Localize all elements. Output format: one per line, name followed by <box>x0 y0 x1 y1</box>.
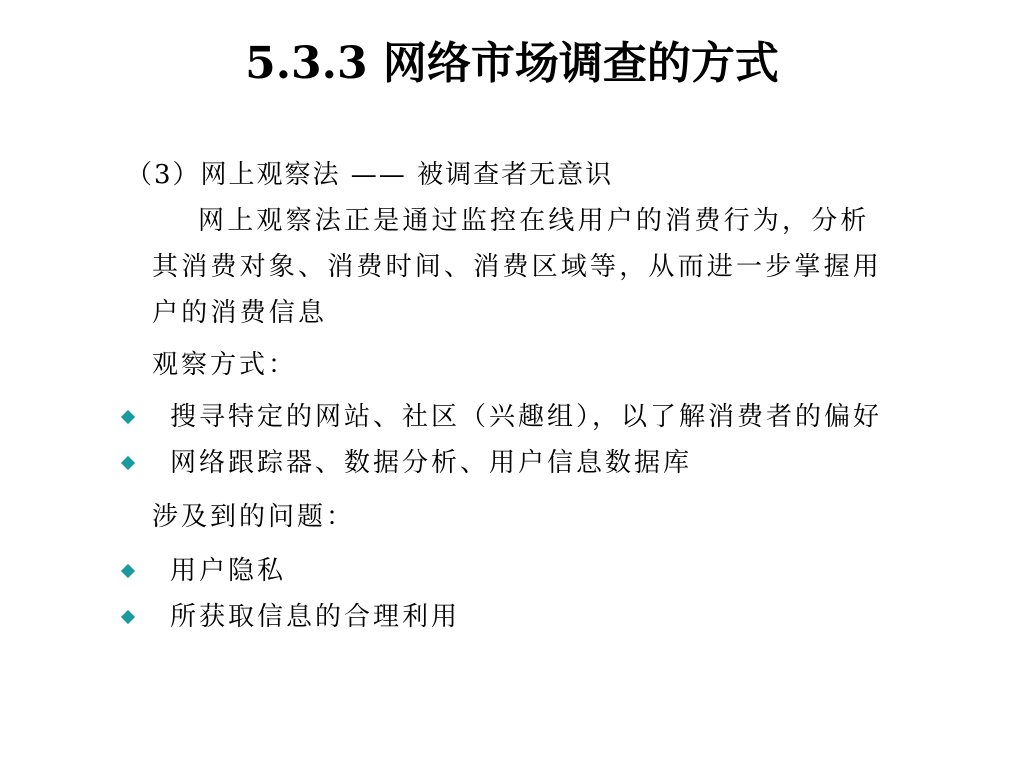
observation-item <box>120 446 692 480</box>
observation-item-text: 网络跟踪器、数据分析、用户信息数据库 <box>170 448 693 478</box>
method-heading: （3）网上观察法 —— 被调查者无意识 <box>126 160 614 190</box>
observation-item <box>120 400 882 434</box>
observation-item-text: 搜寻特定的网站、社区（兴趣组），以了解消费者的偏好 <box>170 402 883 432</box>
issue-item <box>120 554 286 588</box>
issues-label: 涉及到的问题： <box>152 502 356 532</box>
issue-item <box>120 600 460 634</box>
description-line-3: 户的消费信息 <box>152 298 328 328</box>
issue-item-text: 用户隐私 <box>170 556 287 586</box>
observation-label: 观察方式： <box>152 350 298 380</box>
page-title: 5.3.3 网络市场调查的方式 <box>245 38 779 89</box>
diamond-bullet-icon <box>121 610 135 624</box>
diamond-bullet-icon <box>121 564 135 578</box>
description-line-2: 其消费对象、消费时间、消费区域等，从而进一步掌握用 <box>152 252 883 282</box>
diamond-bullet-icon <box>121 410 135 424</box>
issue-item-text: 所获取信息的合理利用 <box>170 602 461 632</box>
diamond-bullet-icon <box>121 456 135 470</box>
description-line-1: 网上观察法正是通过监控在线用户的消费行为，分析 <box>198 206 870 236</box>
